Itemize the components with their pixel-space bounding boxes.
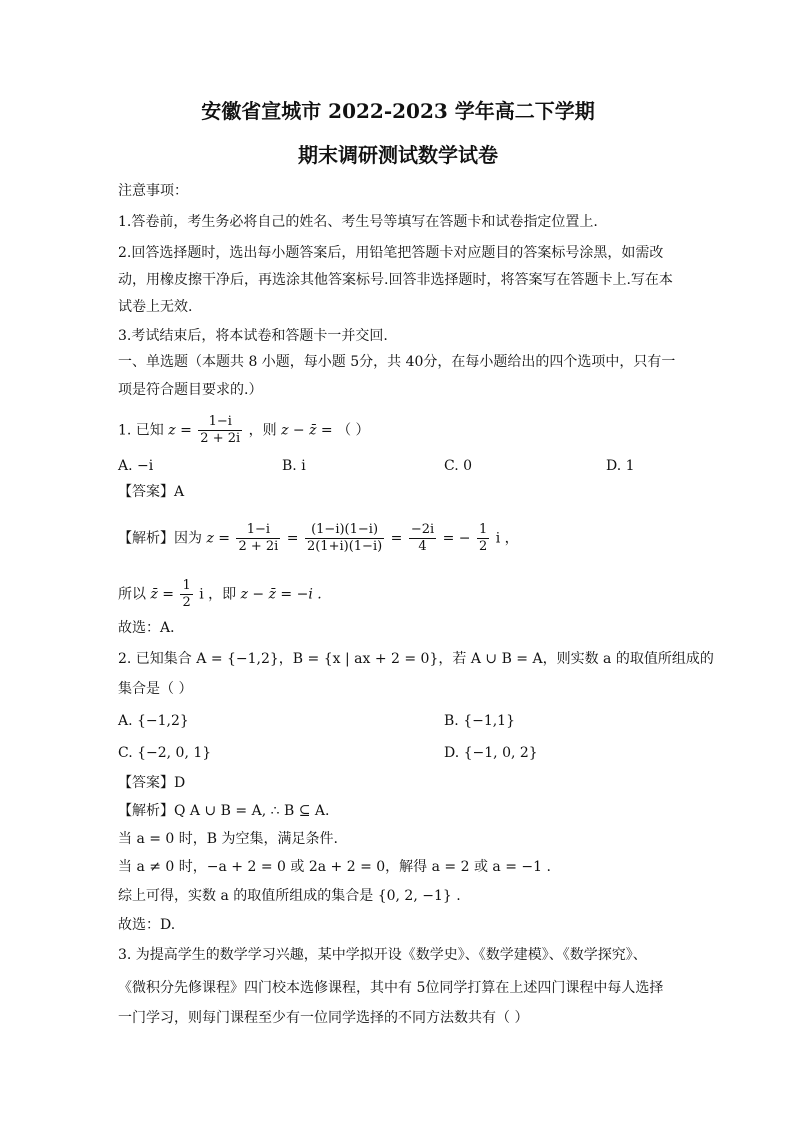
exam-title-line1: 安徽省宣城市 2022-2023 学年高二下学期	[201, 99, 595, 123]
notice-heading: 注意事项：	[118, 183, 188, 199]
q2-option-c: C. {−2, 0, 1}	[118, 745, 212, 761]
q1-solution-line1	[118, 522, 519, 555]
q1-sol-frac4	[477, 522, 489, 555]
q1-sol-frac3-num: −2i	[410, 522, 435, 537]
q1-sol-frac4-den: 2	[478, 539, 488, 554]
q1-solution-line2	[118, 578, 322, 611]
q1-conclusion: 故选：A．	[118, 620, 185, 636]
q1-option-d: D. 1	[606, 458, 635, 474]
q1-line2-expr2: z − z̄ = −i .	[240, 586, 322, 603]
q1-sol-frac2-num: (1−i)(1−i)	[305, 522, 384, 539]
q1-expr: z − z̄ =	[281, 422, 333, 439]
q2-option-a: A. {−1,2}	[118, 713, 189, 729]
q1-sol-frac2	[305, 522, 384, 555]
q1-eq: =	[180, 422, 192, 439]
q1-var: z	[168, 422, 176, 439]
q1-fraction	[198, 414, 242, 447]
q1-option-a: A. −i	[118, 458, 154, 474]
q1-sol-eq3: =	[390, 530, 403, 547]
section1-heading: 一、单选题（本题共 8 小题，每小题 5分，共 40分，在每小题给出的四个选项中，只有一	[118, 354, 676, 370]
q1-line2-mid: i ，即	[199, 586, 237, 603]
q1-sol-frac2-den: 2(1+i)(1−i)	[306, 539, 383, 554]
q2-stem-line2: 集合是（ ）	[118, 681, 193, 697]
q2-option-d: D. {−1, 0, 2}	[444, 745, 538, 761]
q2-conclusion: 故选：D.	[118, 917, 176, 933]
q1-option-b: B. i	[282, 458, 306, 474]
notice-item-2: 2.回答选择题时，选出每小题答案后，用铅笔把答题卡对应题目的答案标号涂黑，如需改	[118, 245, 664, 261]
notice-item-2-cont: 动，用橡皮擦干净后，再选涂其他答案标号.回答非选择题时，将答案写在答题卡上.写在本	[118, 272, 673, 288]
q3-stem-line3: 一门学习，则每门课程至少有一位同学选择的不同方法数共有（ ）	[118, 1010, 529, 1026]
q1-line2-frac-num: 1	[182, 578, 191, 593]
q1-sol-frac4-num: 1	[478, 522, 488, 537]
q1-line2-frac	[180, 578, 192, 611]
q1-sol-eq1: z =	[206, 530, 231, 547]
q1-sol-eq2: =	[286, 530, 299, 547]
q1-stem	[118, 414, 370, 447]
q1-sol-eq4: = −	[442, 530, 471, 547]
q1-sol-frac1-den: 2 + 2i	[238, 539, 279, 554]
q1-line2-prefix: 所以	[118, 586, 146, 603]
q2-solution-3: 当 a ≠ 0 时，−a + 2 = 0 或 2a + 2 = 0，解得 a = 2 或 a = −1 .	[118, 859, 551, 875]
q1-line2-frac-den: 2	[182, 595, 191, 610]
q1-frac-den: 2 + 2i	[200, 431, 241, 446]
q2-answer: 【答案】D	[118, 775, 186, 791]
q2-option-b: B. {−1,1}	[444, 713, 515, 729]
q2-solution-1: 【解析】Q A ∪ B = A, ∴ B ⊆ A.	[118, 803, 330, 819]
exam-title-line2: 期末调研测试数学试卷	[298, 143, 498, 167]
q1-sol-frac3-den: 4	[418, 539, 427, 554]
q3-stem-line2: 《微积分先修课程》四门校本选修课程，其中有 5位同学打算在上述四门课程中每人选择	[118, 980, 664, 996]
q2-stem-line1: 2. 已知集合 A = {−1,2}，B = {x | ax + 2 = 0}，若 A ∪ B = A，则实数 a 的取值所组成的	[118, 651, 714, 667]
q1-sol-tail: i ，	[495, 530, 519, 547]
notice-item-1: 1.答卷前，考生务必将自己的姓名、考生号等填写在答题卡和试卷指定位置上.	[118, 214, 598, 230]
q1-sol-frac1	[236, 522, 280, 555]
q1-sol-frac1-num: 1−i	[236, 522, 280, 539]
q1-mid: ，则	[248, 422, 277, 439]
q2-solution-2: 当 a = 0 时，B 为空集，满足条件.	[118, 831, 338, 847]
q1-answer: 【答案】A	[118, 484, 185, 500]
q1-option-c: C. 0	[444, 458, 473, 474]
notice-item-3: 3.考试结束后，将本试卷和答题卡一并交回.	[118, 328, 388, 344]
q1-prefix: 1. 已知	[118, 422, 164, 439]
q3-stem-line1: 3. 为提高学生的数学学习兴趣，某中学拟开设《数学史》、《数学建模》、《数学探究》、	[118, 947, 647, 963]
section1-heading-cont: 项是符合题目要求的.）	[118, 382, 263, 398]
q1-line2-expr: z̄ =	[150, 586, 175, 603]
notice-item-2-end: 试卷上无效.	[118, 299, 193, 315]
q1-sol-frac3	[409, 522, 436, 555]
q1-sol-prefix: 【解析】因为	[118, 530, 202, 547]
q1-paren: （ ）	[337, 422, 370, 439]
q1-frac-num: 1−i	[198, 414, 242, 431]
q2-solution-4: 综上可得，实数 a 的取值所组成的集合是 {0, 2, −1} .	[118, 888, 461, 904]
